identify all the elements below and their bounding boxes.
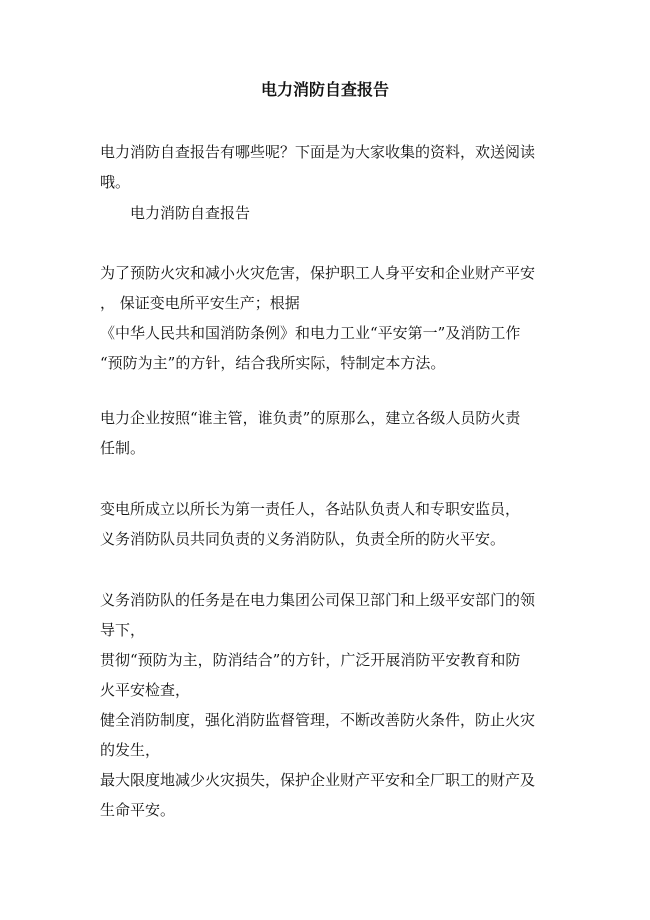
paragraph-3-line-1: 变电所成立以所长为第一责任人，各站队负责人和专职安监员，	[100, 500, 521, 518]
paragraph-1-line-2: ， 保证变电所平安生产；根据	[100, 294, 300, 312]
paragraph-4-line-6: 的发生，	[100, 741, 161, 759]
paragraph-4-line-4: 火平安检查，	[100, 681, 191, 699]
document-title: 电力消防自查报告	[260, 80, 389, 99]
paragraph-1-line-1: 为了预防火灾和减小火灾危害，保护职工人身平安和企业财产平安	[100, 264, 536, 282]
paragraph-4-line-8: 生命平安。	[100, 801, 176, 819]
paragraph-2-line-1: 电力企业按照“谁主管，谁负责”的原那么，建立各级人员防火责	[100, 409, 521, 427]
paragraph-4-line-5: 健全消防制度，强化消防监督管理，不断改善防火条件，防止火灾	[100, 711, 536, 729]
intro-line-2: 哦。	[100, 173, 131, 191]
intro-line-1: 电力消防自查报告有哪些呢？下面是为大家收集的资料，欢送阅读	[100, 143, 536, 161]
paragraph-4-line-1: 义务消防队的任务是在电力集团公司保卫部门和上级平安部门的领	[100, 591, 536, 609]
subtitle-line: 电力消防自查报告	[130, 204, 251, 222]
paragraph-4-line-3: 贯彻“预防为主，防消结合”的方针，广泛开展消防平安教育和防	[100, 651, 521, 669]
paragraph-4-line-2: 导下，	[100, 621, 146, 639]
paragraph-3-line-2: 义务消防队员共同负责的义务消防队，负责全所的防火平安。	[100, 530, 506, 548]
paragraph-2-line-2: 任制。	[100, 439, 146, 457]
paragraph-4-line-7: 最大限度地减少火灾损失，保护企业财产平安和全厂职工的财产及	[100, 771, 536, 789]
paragraph-1-line-4: “预防为主”的方针，结合我所实际，特制定本方法。	[100, 354, 446, 372]
paragraph-1-line-3: 《中华人民共和国消防条例》和电力工业“平安第一”及消防工作	[100, 324, 521, 342]
